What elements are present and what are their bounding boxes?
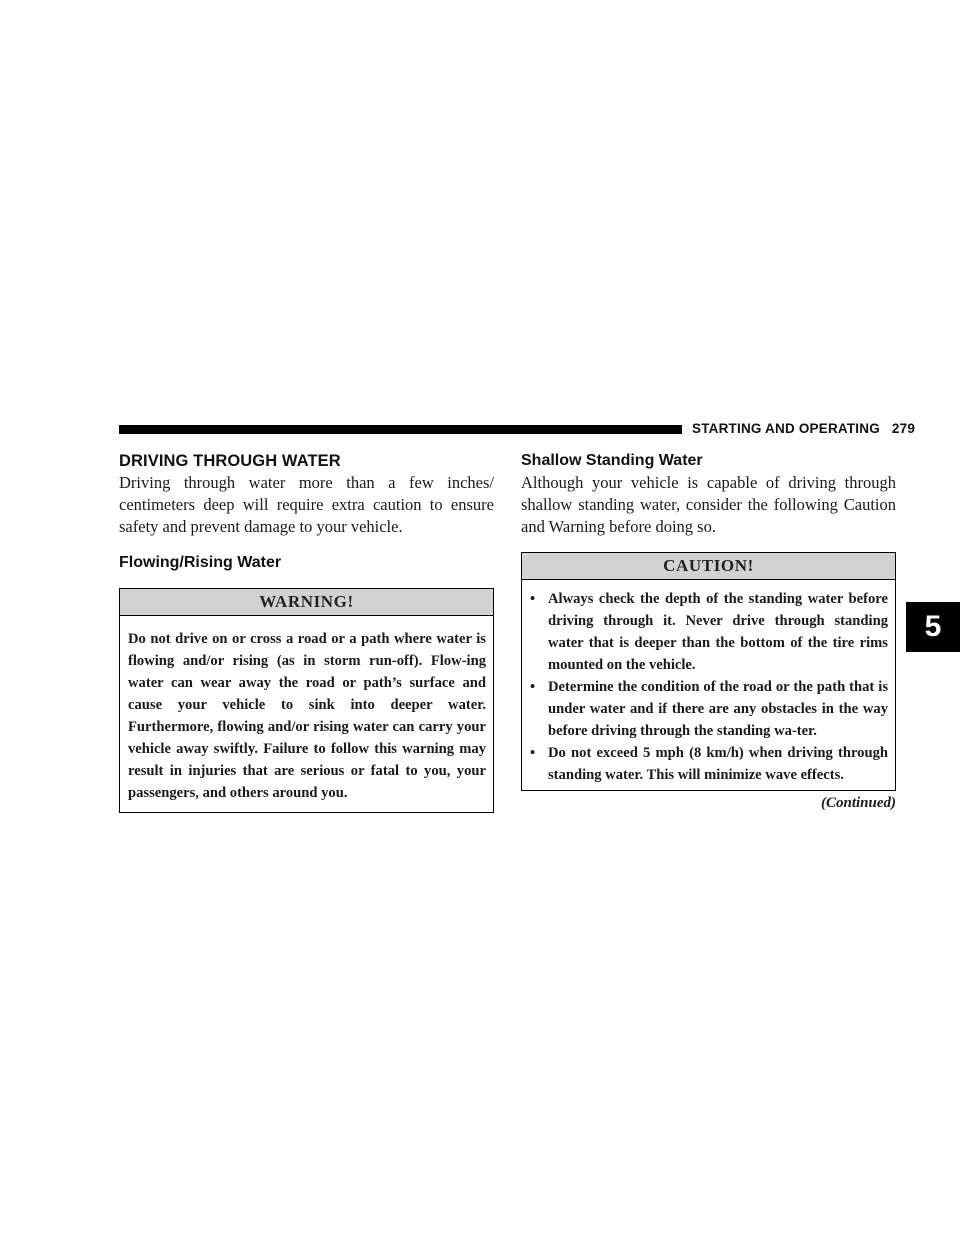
caution-body bbox=[522, 580, 895, 790]
bullet-icon: • bbox=[530, 745, 536, 761]
subheading-flowing-water: Flowing/Rising Water bbox=[119, 554, 282, 571]
subheading-shallow-water: Shallow Standing Water bbox=[521, 452, 703, 469]
running-header bbox=[692, 421, 915, 436]
header-rule bbox=[119, 425, 682, 434]
page-number: 279 bbox=[891, 421, 916, 436]
warning-box bbox=[119, 588, 494, 813]
right-column bbox=[521, 451, 896, 813]
shallow-water-paragraph: Although your vehicle is capable of driving through shallow standing water, consider the following Caution and Warning before doing so. bbox=[521, 473, 896, 536]
warning-text: Do not drive on or cross a road or a path where water is flowing and/or rising (as in storm run-off). Flow-ing water can wear away the road or path’s surface and cause your vehicle to sink into deeper water. Furthermore, flowing and/or rising water can carry your vehicle away swiftly. Failure to follow this warning may result in injuries that are serious or fatal to you, your passengers, and others around you. bbox=[128, 631, 486, 801]
bullet-icon: • bbox=[530, 679, 536, 695]
caution-list bbox=[530, 588, 888, 786]
chapter-tab: 5 bbox=[906, 602, 960, 652]
warning-title: WARNING! bbox=[120, 589, 493, 616]
continued-note: (Continued) bbox=[820, 795, 896, 811]
section-title: STARTING AND OPERATING bbox=[692, 421, 880, 436]
caution-item: • Determine the condition of the road or the path that is under water and if there are any obstacles in the way before driving through the standing wa-ter. bbox=[530, 676, 888, 742]
caution-title: CAUTION! bbox=[522, 553, 895, 580]
caution-item: • Always check the depth of the standing water before driving through it. Never drive through standing water that is deeper than the bottom of the tire rims mounted on the vehicle. bbox=[530, 588, 888, 676]
section-heading: DRIVING THROUGH WATER bbox=[119, 452, 341, 470]
bullet-icon: • bbox=[530, 591, 536, 607]
intro-paragraph: Driving through water more than a few inches/ centimeters deep will require extra caution to ensure safety and prevent damage to your vehicle. bbox=[119, 473, 494, 536]
caution-box bbox=[521, 552, 896, 791]
caution-item: • Do not exceed 5 mph (8 km/h) when driving through standing water. This will minimize wave effects. bbox=[530, 742, 888, 786]
left-column bbox=[119, 451, 494, 813]
